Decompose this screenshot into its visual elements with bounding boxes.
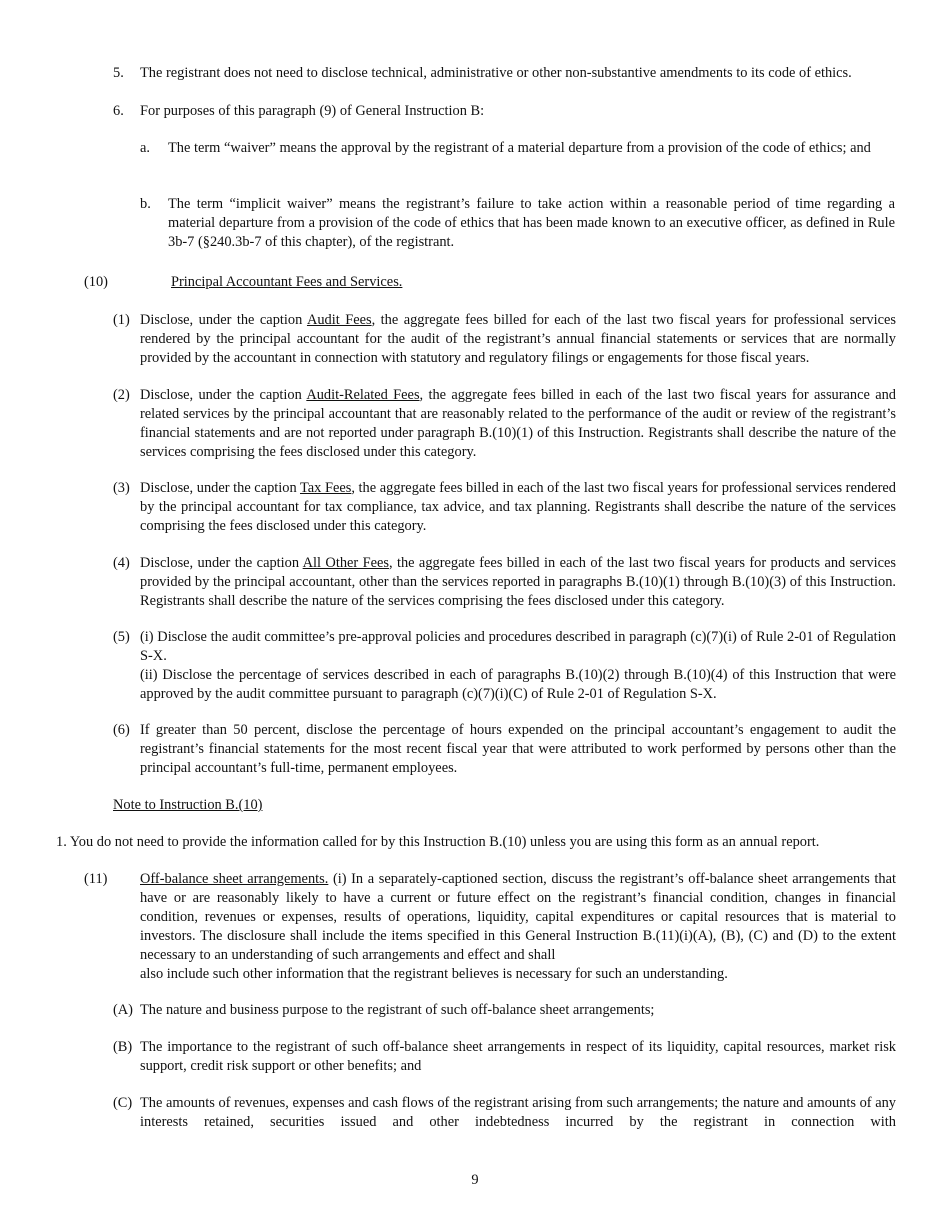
section-number: (10) [84, 274, 108, 290]
section-title: Principal Accountant Fees and Services. [171, 274, 403, 290]
paragraph: Disclose, under the caption Audit Fees, the aggregate fees billed for each of the last two fiscal years for professional services rendered by the principal accountant for the audit of the registrant’s annual financial statements or services that are normally provided by the accountant in connection with statutory and regulatory filings or engagements for those fiscal years. [140, 312, 896, 366]
paragraph: Off-balance sheet arrangements. (i) In a separately-captioned section, discuss the registrant’s off-balance sheet arrangements that have or are reasonably likely to have a current or future effect on the registrant’s financial condition, changes in financial condition, revenues or expenses, results of operations, liquidity, capital expenditures or capital resources that is material to investors. The disclosure shall include the items specified in this General Instruction B.(11)(i)(A), (B), (C) and (D) to the extent necessary to an understanding of such arrangements and effect and shall also include such other information that the registrant believes is necessary for such an understanding. [140, 871, 896, 982]
paragraph: The nature and business purpose to the registrant of such off-balance sheet arrangements; [140, 1002, 655, 1018]
paragraph: The term “implicit waiver” means the registrant’s failure to take action within a reasonable period of time regarding a material departure from a provision of the code of ethics that has been made known to an executive officer, as defined in Rule 3b-7 (§240.3b-7 of this chapter), of the registrant. [168, 196, 895, 250]
item-number: 5. [113, 65, 124, 81]
paragraph: Disclose, under the caption Tax Fees, the aggregate fees billed in each of the last two fiscal years for professional services rendered by the principal accountant for tax compliance, tax advice, and tax planning. Registrants shall describe the nature of the services comprising the fees disclosed under this category. [140, 480, 896, 534]
paragraph: The term “waiver” means the approval by the registrant of a material departure from a provision of the code of ethics; and [168, 140, 871, 156]
note-title: Note to Instruction B.(10) [113, 797, 263, 813]
sub-item-letter: b. [140, 196, 151, 212]
paragraph: (i) Disclose the audit committee’s pre-approval policies and procedures described in paragraph (c)(7)(i) of Rule 2-01 of Regulation S-X. (ii) Disclose the percentage of services described in each of paragraphs B.(10)(2) through B.(10)(4) of this Instruction that were approved by the audit committee pursuant to paragraph (c)(7)(i)(C) of Rule 2-01 of Regulation S-X. [140, 629, 896, 702]
paragraph: Disclose, under the caption All Other Fees, the aggregate fees billed in each of the last two fiscal years for products and services provided by the principal accountant, other than the services reported in paragraphs B.(10)(1) through B.(10)(3) of this Instruction. Registrants shall describe the nature of the services comprising the fees disclosed under this category. [140, 555, 896, 609]
sub-item-letter: a. [140, 140, 150, 156]
page-number: 9 [471, 1172, 479, 1188]
item-number: (B) [113, 1039, 133, 1055]
caption-audit-fees: Audit Fees [306, 312, 372, 328]
item-number: (C) [113, 1095, 133, 1111]
note-text: 1. You do not need to provide the information called for by this Instruction B.(10) unless you are using this form as an annual report. [56, 834, 820, 850]
item-number: (A) [113, 1002, 133, 1018]
paragraph: The importance to the registrant of such off-balance sheet arrangements in respect of its liquidity, capital resources, market risk support, credit risk support or other benefits; and [140, 1039, 896, 1074]
section-number: (11) [84, 871, 108, 887]
paragraph: If greater than 50 percent, disclose the percentage of hours expended on the principal accountant’s engagement to audit the registrant’s financial statements for the most recent fiscal year that were attributed to work performed by persons other than the principal accountant’s full-time, permanent employees. [140, 722, 896, 776]
caption-all-other-fees: All Other Fees [302, 555, 389, 571]
item-number: (1) [113, 312, 130, 328]
paragraph: For purposes of this paragraph (9) of General Instruction B: [140, 103, 485, 119]
paragraph: Disclose, under the caption Audit-Related Fees, the aggregate fees billed in each of the last two fiscal years for assurance and related services by the principal accountant that are reasonably related to the performance of the audit or review of the registrant’s financial statements and are not reported under paragraph B.(10)(1) of this Instruction. Registrants shall describe the nature of the services comprising the fees disclosed under this category. [140, 387, 896, 460]
item-number: (3) [113, 480, 130, 496]
section-title: Off-balance sheet arrangements. [140, 871, 329, 887]
paragraph: The registrant does not need to disclose technical, administrative or other non-substantive amendments to its code of ethics. [140, 65, 852, 81]
item-number: 6. [113, 103, 124, 119]
item-number: (2) [113, 387, 130, 403]
paragraph: The amounts of revenues, expenses and cash flows of the registrant arising from such arrangements; the nature and amounts of any interests retained, securities issued and other indebtedness incurred by the registrant in connection with [140, 1095, 896, 1130]
caption-audit-related-fees: Audit-Related Fees [306, 387, 420, 403]
item-number: (6) [113, 722, 130, 738]
item-number: (5) [113, 629, 130, 645]
item-number: (4) [113, 555, 130, 571]
caption-tax-fees: Tax Fees [300, 480, 352, 496]
